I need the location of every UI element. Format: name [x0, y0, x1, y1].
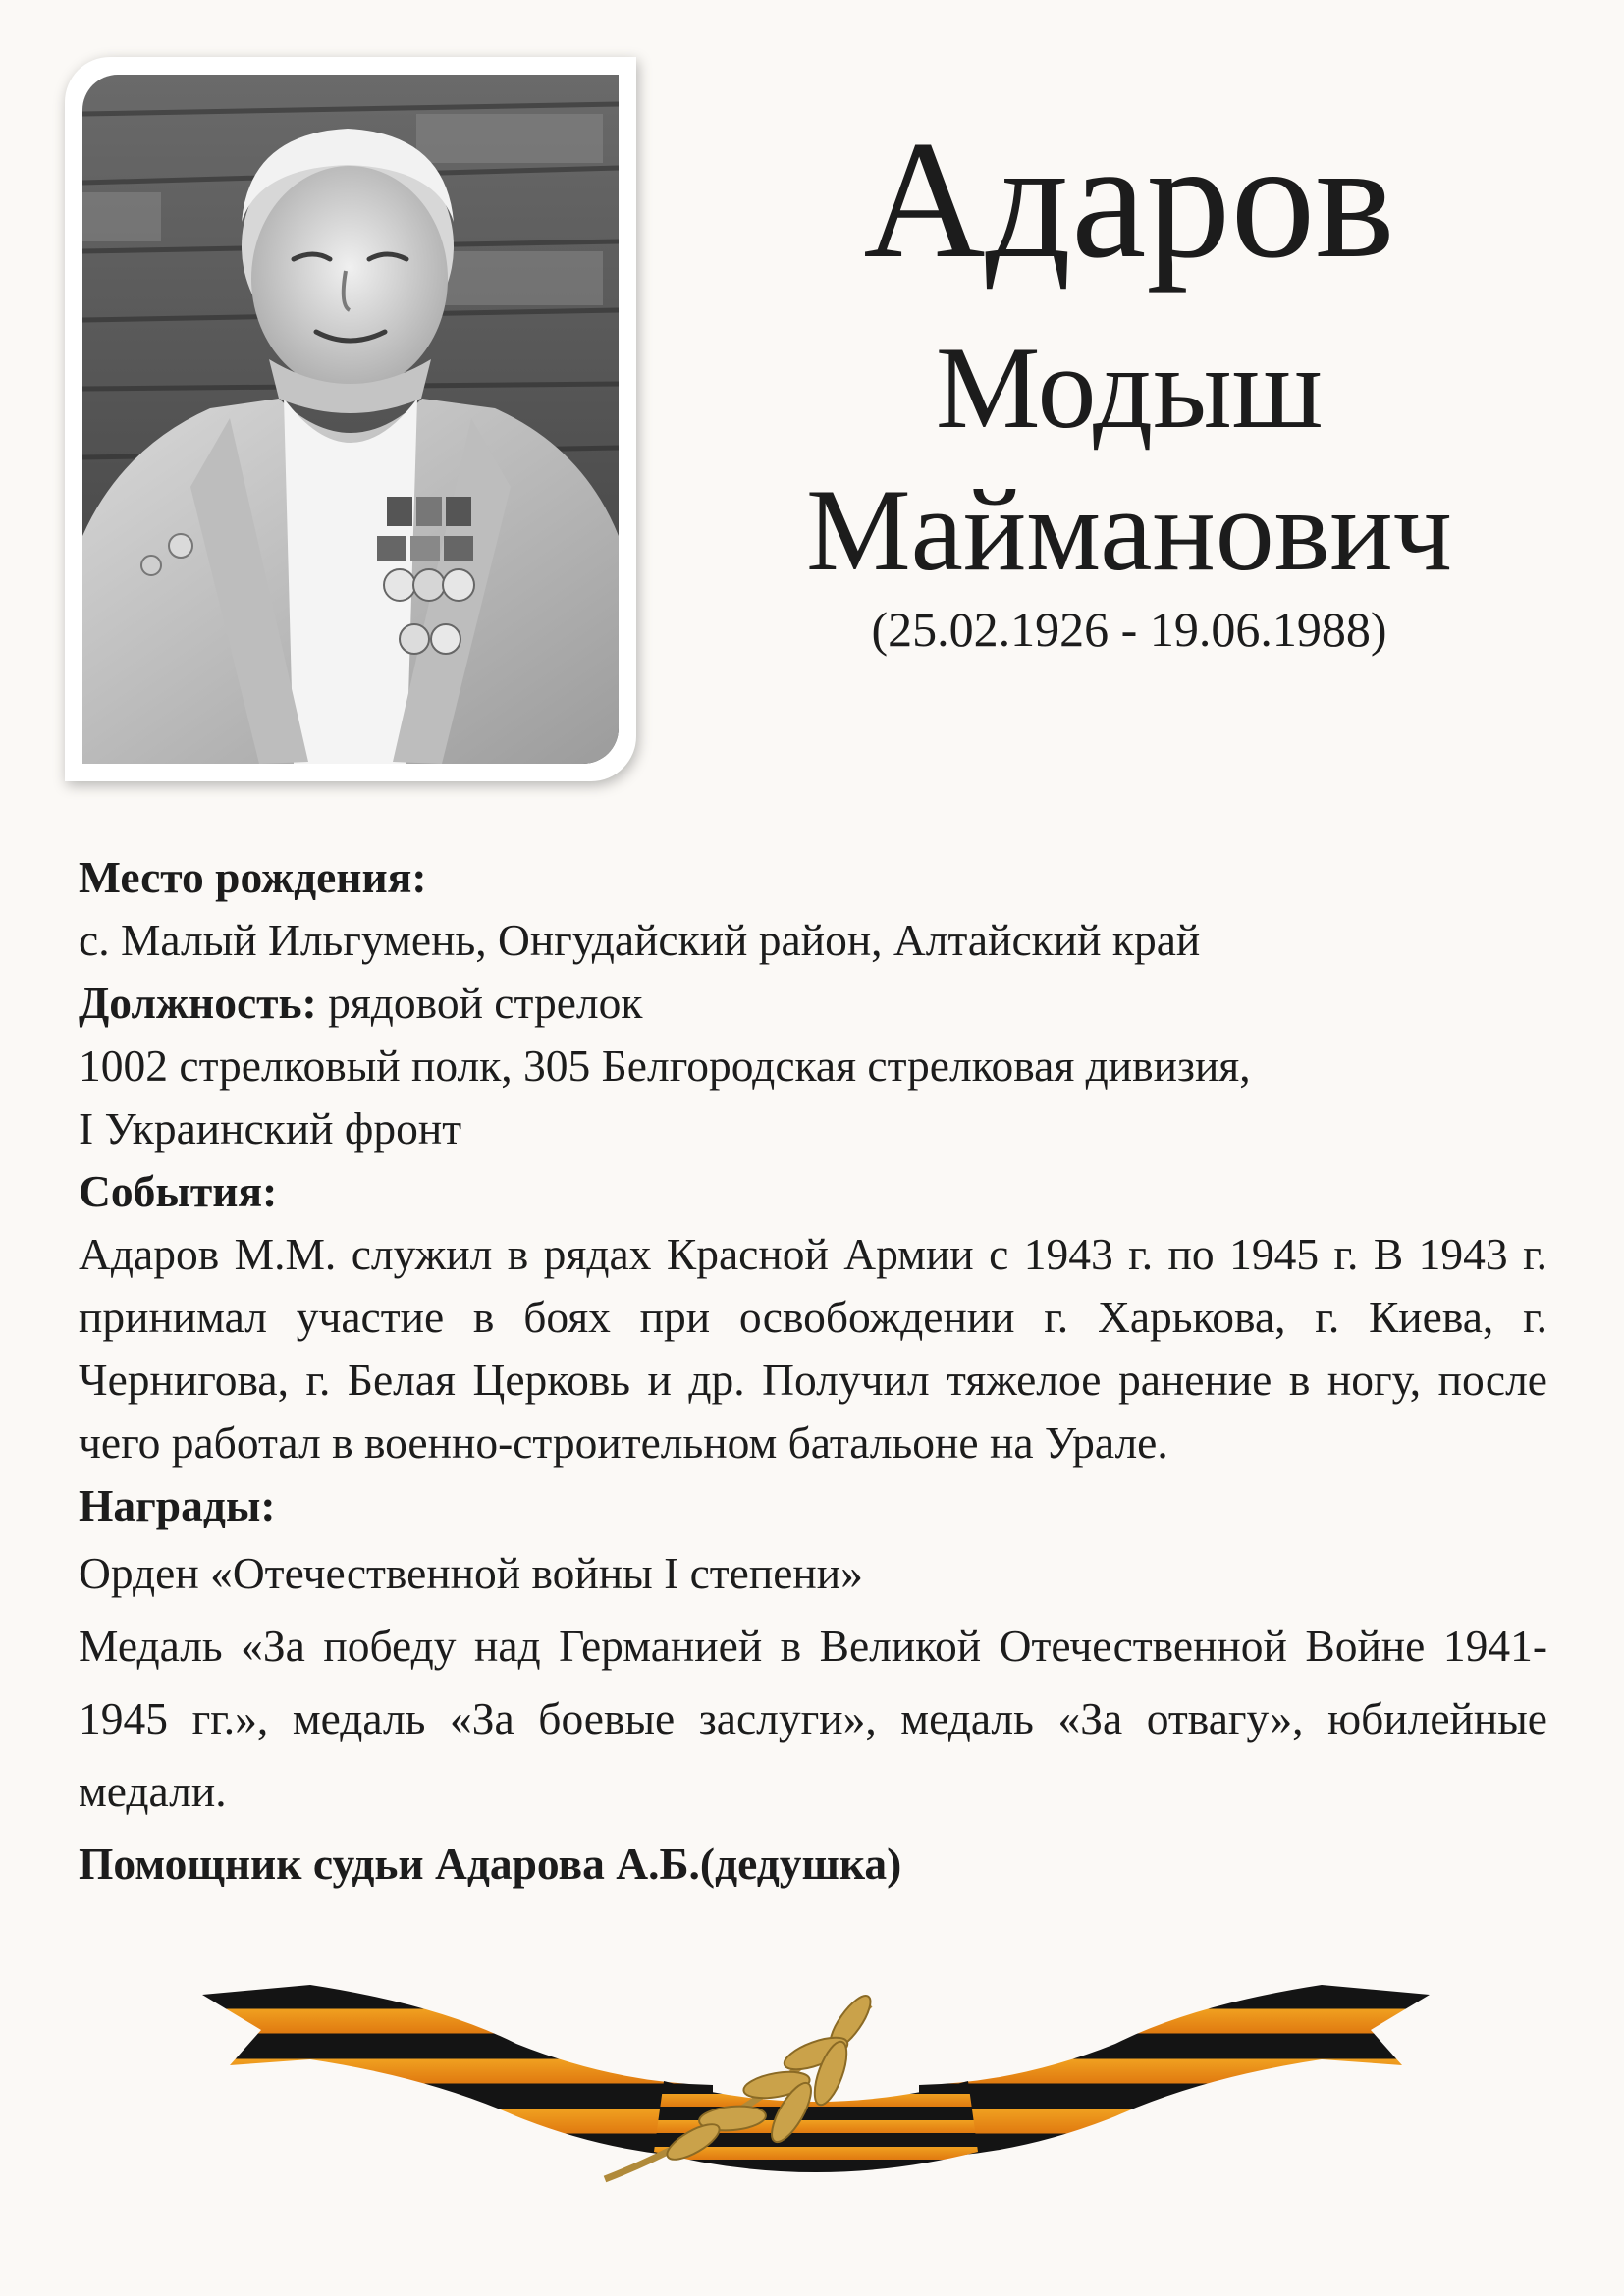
award-order: Орден «Отечественной войны I степени» — [79, 1548, 863, 1598]
patronymic: Майманович — [805, 464, 1452, 595]
surname: Адаров — [863, 107, 1395, 294]
portrait-frame — [65, 57, 636, 781]
st-george-ribbon-icon — [202, 1975, 1430, 2187]
life-dates: (25.02.1926 - 19.06.1988) — [871, 602, 1387, 657]
awards-label: Награды: — [79, 1480, 276, 1530]
assistant-signature: Помощник судьи Адарова А.Б.(дедушка) — [79, 1839, 902, 1889]
position-value: рядовой стрелок — [316, 978, 643, 1028]
birthplace-label: Место рождения: — [79, 852, 427, 902]
unit-line-1: 1002 стрелковый полк, 305 Белгородская стрелковая дивизия, — [79, 1041, 1251, 1091]
birthplace: с. Малый Ильгумень, Онгудайский район, Алтайский край — [79, 915, 1201, 965]
unit-line-2: I Украинский фронт — [79, 1103, 462, 1153]
biography — [79, 846, 1547, 1900]
position-label: Должность: — [79, 978, 317, 1028]
first-name: Модыш — [935, 322, 1324, 453]
events-text: Адаров М.М. служил в рядах Красной Армии с 1943 г. по 1945 г. В 1943 г. принимал участие в боях при освобождении г. Харькова, г. Киева, г. Чернигова, г. Белая Церковь и др. Получил тяжелое ранение в ногу, после чего работал в военно-строительном батальоне на Урале. — [79, 1229, 1547, 1468]
position-line — [79, 972, 1547, 1035]
portrait-photo — [82, 75, 619, 764]
events-label: События: — [79, 1166, 278, 1216]
award-medals: Медаль «За победу над Германией в Великой Отечественной Войне 1941-1945 гг.», медаль «За боевые заслуги», медаль «За отвагу», юбилейные медали. — [79, 1621, 1547, 1816]
